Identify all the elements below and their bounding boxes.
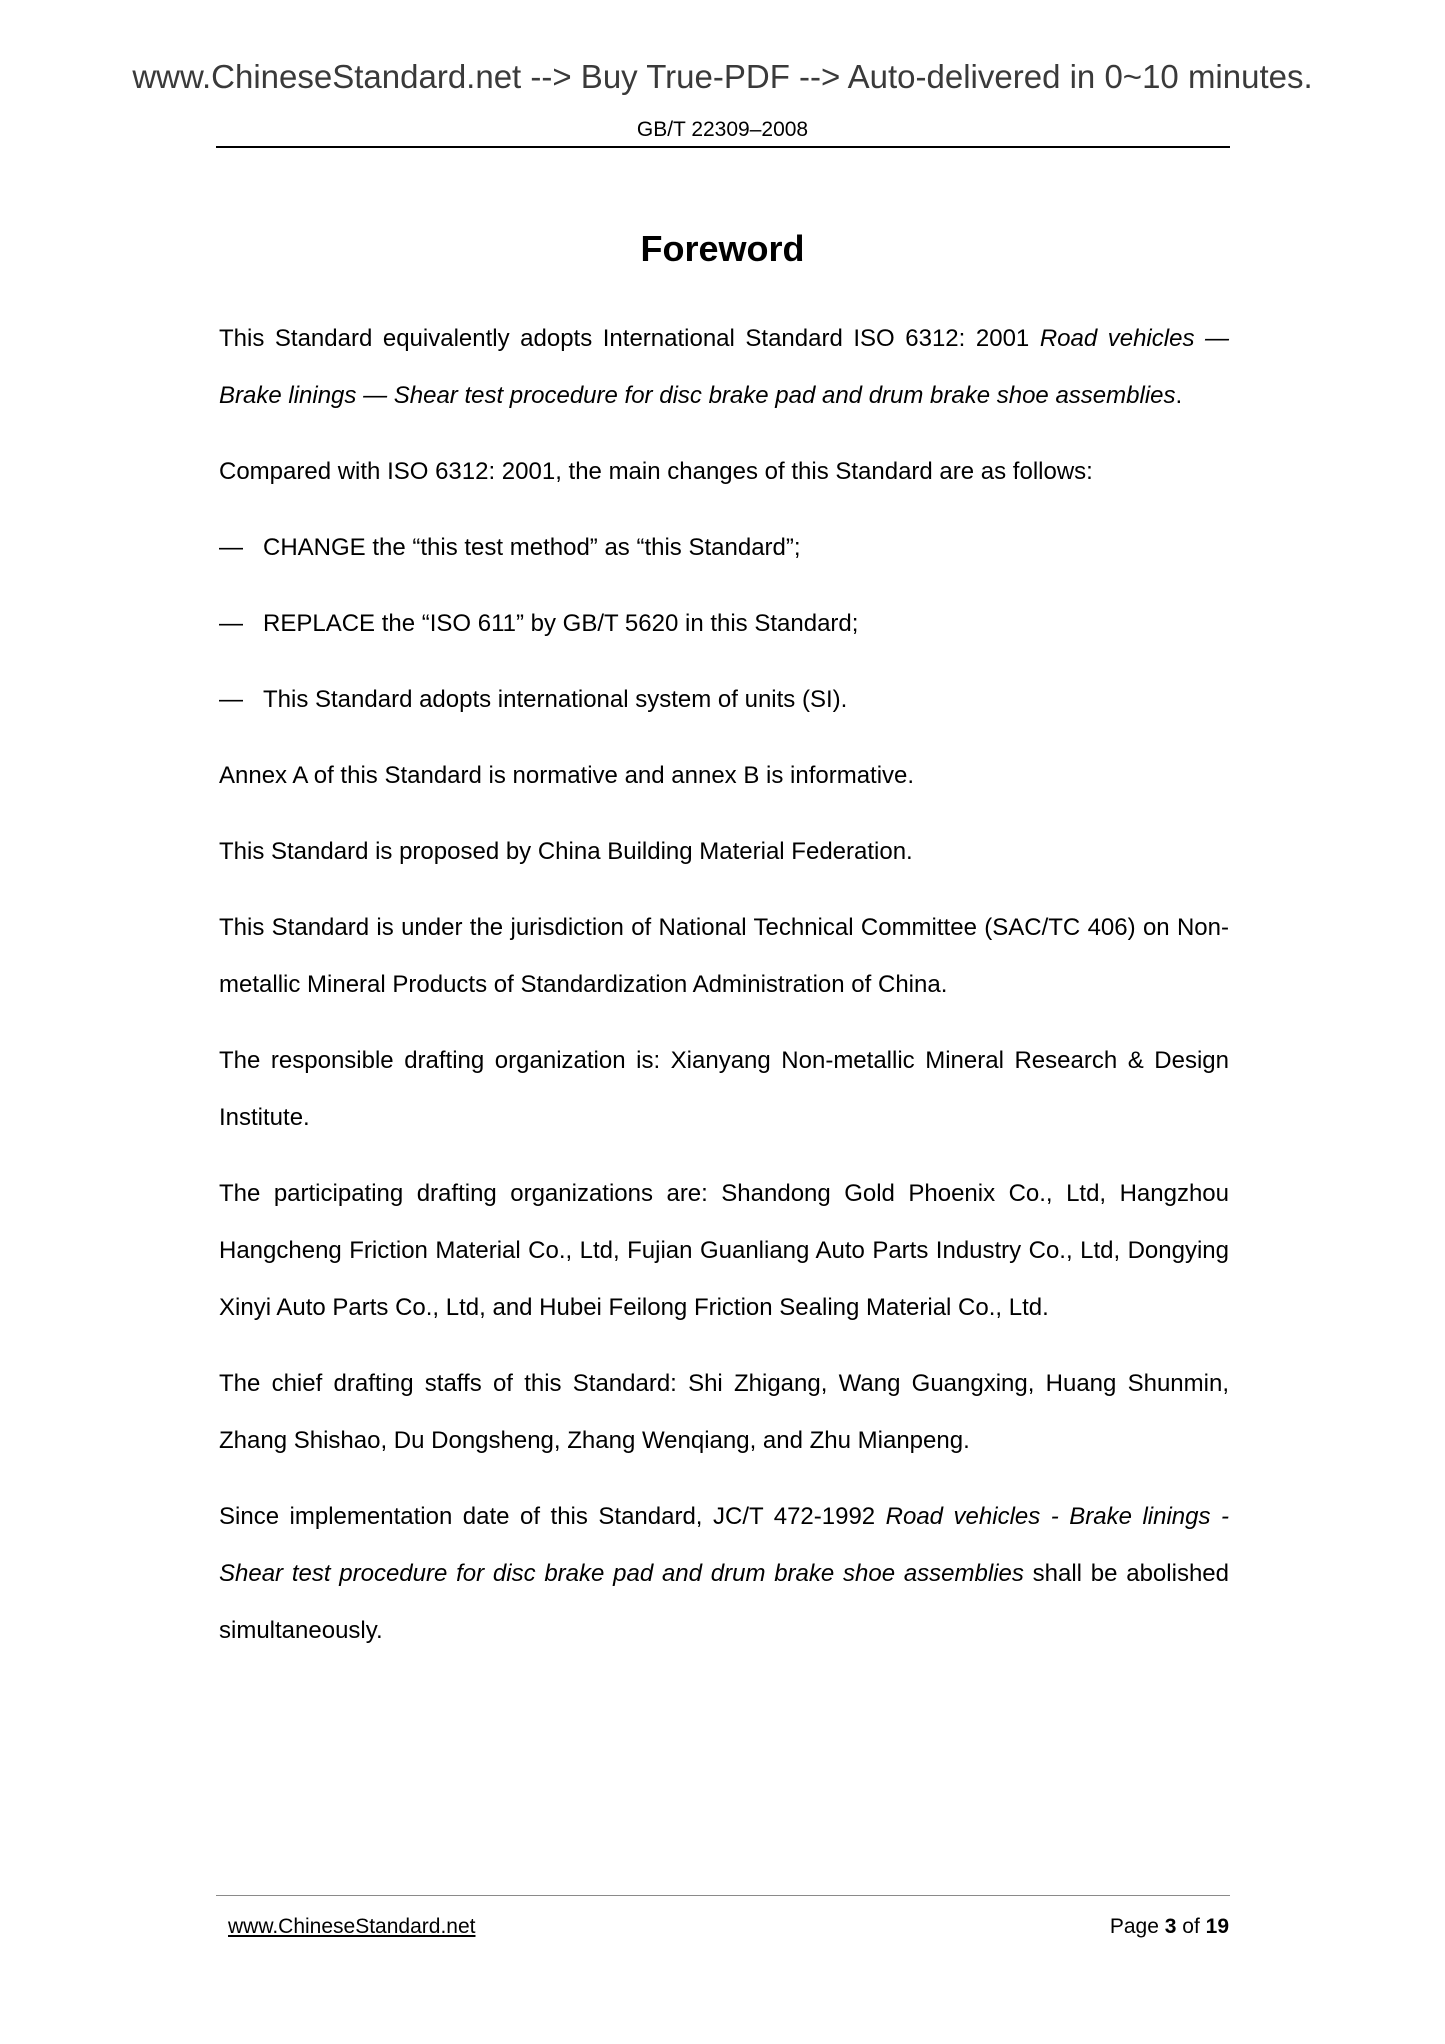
dash-mark: — <box>219 686 243 713</box>
footer-divider <box>216 1895 1230 1896</box>
dash-mark: — <box>219 534 243 561</box>
abolish-title: Road vehicles - Brake linings - Shear test procedure for disc brake pad and drum brake shoe assemblies <box>219 1503 1229 1587</box>
adoption-end: . <box>1175 382 1183 409</box>
foreword-body <box>219 310 1229 1678</box>
abolish-end: shall be abolished simultaneously. <box>219 1560 1229 1644</box>
paragraph-annex: Annex A of this Standard is normative and annex B is informative. <box>219 762 915 789</box>
dash-mark: — <box>219 610 243 637</box>
paragraph-abolish <box>219 1488 1229 1659</box>
adoption-title: Road vehicles — Brake linings — Shear test procedure for disc brake pad and drum brake shoe assemblies <box>219 325 1229 409</box>
footer-website-link[interactable]: www.ChineseStandard.net <box>228 1915 476 1938</box>
paragraph-adoption <box>219 310 1229 424</box>
paragraph-changes-intro: Compared with ISO 6312: 2001, the main changes of this Standard are as follows: <box>219 458 1093 485</box>
paragraph-drafting-staff: The chief drafting staffs of this Standard: Shi Zhigang, Wang Guangxing, Huang Shunmin, Zhang Shishao, Du Dongsheng, Zhang Wenqiang, and Zhu Mianpeng. <box>219 1370 1229 1454</box>
page-current: 3 <box>1164 1915 1177 1938</box>
adoption-text: This Standard equivalently adopts International Standard ISO 6312: 2001 <box>219 325 1040 352</box>
paragraph-participating-orgs: The participating drafting organizations are: Shandong Gold Phoenix Co., Ltd, Hangzhou Hangcheng Friction Material Co., Ltd, Fujian Guanliang Auto Parts Industry Co., Ltd, Dongying Xinyi Auto Parts Co., Ltd, and Hubei Feilong Friction Sealing Material Co., Ltd. <box>219 1180 1229 1321</box>
page-number <box>1110 1915 1229 1939</box>
page-of: of <box>1176 1915 1206 1938</box>
paragraph-proposer: This Standard is proposed by China Building Material Federation. <box>219 838 913 865</box>
standard-code: GB/T 22309–2008 <box>636 118 809 141</box>
page-title: Foreword <box>640 228 805 269</box>
page-prefix: Page <box>1109 1915 1165 1938</box>
list-item <box>219 671 1229 728</box>
paragraph-jurisdiction: This Standard is under the jurisdiction of National Technical Committee (SAC/TC 406) on Non-metallic Mineral Products of Standardization Administration of China. <box>219 914 1229 998</box>
header-divider <box>216 146 1230 148</box>
change-item-2: REPLACE the “ISO 611” by GB/T 5620 in this Standard; <box>263 610 859 637</box>
banner-text: www.ChineseStandard.net --> Buy True-PDF --> Auto-delivered in 0~10 minutes. <box>132 58 1313 95</box>
list-item <box>219 595 1229 652</box>
change-item-1: CHANGE the “this test method” as “this Standard”; <box>263 534 801 561</box>
change-item-3: This Standard adopts international system of units (SI). <box>263 686 848 713</box>
paragraph-responsible-org: The responsible drafting organization is: Xianyang Non-metallic Mineral Research & Design Institute. <box>219 1047 1229 1131</box>
abolish-text: Since implementation date of this Standard, JC/T 472-1992 <box>219 1503 886 1530</box>
list-item <box>219 519 1229 576</box>
page-total: 19 <box>1205 1915 1229 1938</box>
